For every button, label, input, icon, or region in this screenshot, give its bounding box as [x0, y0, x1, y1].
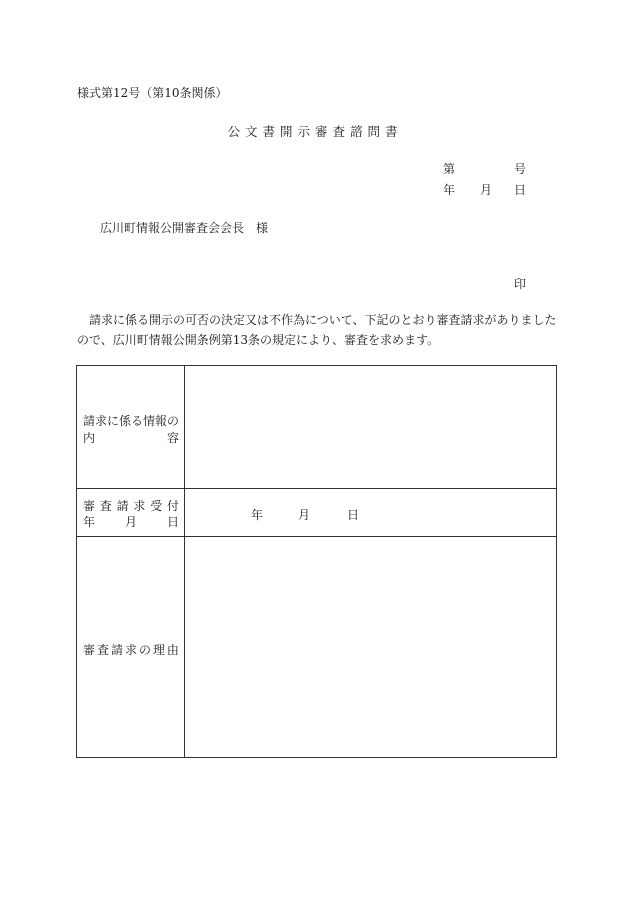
body-line-2: ので、広川町情報公開条例第13条の規定により、審査を求めます。 [77, 333, 440, 347]
label-char: 付 [166, 499, 179, 513]
document-title: 公文書開示審査諮問書 [227, 124, 403, 139]
value-review-reason[interactable] [185, 537, 556, 757]
label-char: 査 [96, 643, 109, 657]
addressee: 広川町情報公開審査会会長 様 [100, 221, 269, 235]
label-char: 受 [150, 499, 163, 513]
label-char: 月 [124, 515, 137, 529]
label-char: 年 [83, 515, 96, 529]
request-form-table [76, 365, 557, 758]
document-number-go: 号 [514, 162, 527, 176]
label-requested-information-line2 [83, 429, 179, 446]
label-char: 理 [152, 643, 165, 657]
label-char: の [138, 643, 151, 657]
label-requested-information [77, 366, 185, 488]
label-char: 請 [116, 499, 129, 513]
label-text: 請求に係る情報の [83, 414, 180, 428]
value-request-received-date[interactable] [185, 489, 556, 536]
label-char: 審 [83, 499, 96, 513]
label-char: 求 [124, 643, 137, 657]
label-char: 請 [110, 643, 123, 657]
seal-mark: 印 [514, 277, 527, 291]
date-day: 日 [514, 183, 527, 197]
row-request-received-date [77, 489, 556, 537]
body-paragraph [77, 310, 557, 350]
label-requested-information-line1 [83, 412, 179, 429]
received-date-day: 日 [347, 508, 360, 522]
received-date-month: 月 [298, 508, 311, 522]
label-review-reason-line [83, 641, 179, 658]
received-date-year: 年 [251, 508, 264, 522]
label-received-line1 [83, 497, 179, 514]
body-line-1: 請求に係る開示の可否の決定又は不作為について、下記のとおり審査請求がありました [89, 313, 557, 327]
document-number-dai: 第 [443, 162, 456, 176]
label-request-received-date [77, 489, 185, 536]
date-year: 年 [443, 183, 456, 197]
form-number: 様式第12号（第10条関係） [77, 86, 228, 100]
label-char: 求 [133, 499, 146, 513]
value-requested-information[interactable] [185, 366, 556, 488]
label-char: 日 [166, 515, 179, 529]
row-review-reason [77, 537, 556, 757]
label-received-line2 [83, 513, 179, 530]
label-char: 査 [99, 499, 112, 513]
label-char: 容 [166, 431, 179, 445]
date-month: 月 [480, 183, 493, 197]
label-char: 内 [83, 431, 96, 445]
label-review-reason [77, 537, 185, 757]
row-requested-information [77, 366, 556, 489]
label-char: 由 [166, 643, 179, 657]
label-char: 審 [83, 643, 96, 657]
